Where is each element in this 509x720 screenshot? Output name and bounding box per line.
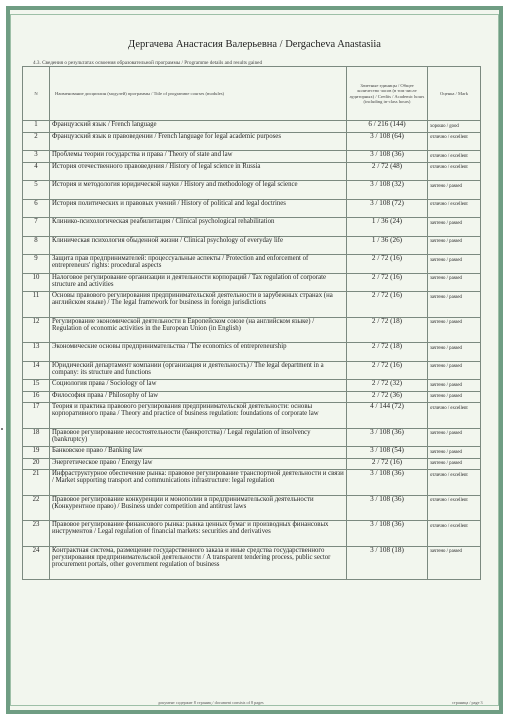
row-title: История отечественного правоведения / History of legal science in Russia [50,162,347,181]
row-credits: 6 / 216 (144) [347,121,428,133]
row-credits: 1 / 36 (24) [347,218,428,237]
row-credits: 2 / 72 (16) [347,361,428,380]
row-num: 24 [23,546,50,580]
row-mark: отлично / excellent [428,495,481,521]
row-num: 4 [23,162,50,181]
table-row [23,218,481,237]
row-title: Философия права / Philosophy of law [50,391,347,403]
row-title: Основы правового регулирования предпринимательской деятельности в зарубежных странах (на английском языке) / The legal framework for business in foreign jurisdictions [50,292,347,318]
row-credits: 2 / 72 (32) [347,380,428,392]
row-title: Клиническая психология обыденной жизни / Clinical psychology of everyday life [50,236,347,255]
row-mark: зачтено / passed [428,317,481,343]
section-title: 4.3. Сведения о результатах освоения образовательной программы / Programme details and results gained [33,60,263,66]
row-mark: зачтено / passed [428,428,481,447]
table-row [23,151,481,163]
table-header-row [23,67,481,121]
row-credits: 2 / 72 (16) [347,255,428,274]
row-title: Правовое регулирование финансового рынка: рынка ценных бумаг и производных финансовых инструментов / Legal regulation of financial markets: securities and derivatives [50,521,347,547]
table-row [23,343,481,362]
row-num: 17 [23,403,50,429]
row-mark: зачтено / passed [428,218,481,237]
table-row [23,292,481,318]
row-credits: 3 / 108 (64) [347,132,428,151]
row-num: 5 [23,181,50,200]
table-row [23,361,481,380]
row-mark: зачтено / passed [428,391,481,403]
row-title: История и методология юридической науки / History and methodology of legal science [50,181,347,200]
row-credits: 2 / 72 (16) [347,273,428,292]
row-num: 12 [23,317,50,343]
table-row [23,470,481,496]
table-row [23,521,481,547]
row-credits: 3 / 108 (36) [347,470,428,496]
row-credits: 4 / 144 (72) [347,403,428,429]
grades-table [22,66,481,580]
row-title: Правовое регулирование несостоятельности (банкротства) / Legal regulation of insolvency (bankruptcy) [50,428,347,447]
row-title: Клинико-психологическая реабилитация / Clinical psychological rehabilitation [50,218,347,237]
row-mark: зачтено / passed [428,361,481,380]
row-title: Защита прав предпринимателей: процессуальные аспекты / Protection and enforcement of entrepreneurs' rights: procedural aspects [50,255,347,274]
table-row [23,273,481,292]
row-mark: отлично / excellent [428,470,481,496]
row-credits: 3 / 108 (36) [347,495,428,521]
student-name: Дергачева Анастасия Валерьевна / Dergacheva Anastasiia [128,39,381,50]
table-row [23,428,481,447]
row-credits: 3 / 108 (18) [347,546,428,580]
row-num: 22 [23,495,50,521]
row-credits: 2 / 72 (18) [347,317,428,343]
table-row [23,162,481,181]
table-row [23,458,481,470]
row-mark: зачтено / passed [428,458,481,470]
row-mark: зачтено / passed [428,447,481,459]
row-title: Проблемы теории государства и права / Theory of state and law [50,151,347,163]
row-credits: 3 / 108 (36) [347,428,428,447]
row-mark: зачтено / passed [428,255,481,274]
row-num: 7 [23,218,50,237]
row-title: Правовое регулирование конкуренции и монополии в предпринимательской деятельности (Конкурентное право) / Business under competition and antitrust laws [50,495,347,521]
row-credits: 1 / 36 (26) [347,236,428,255]
row-title: Инфраструктурное обеспечение рынка: правовое регулирование транспортной деятельности и связи / Market supporting transport and communications infrastructure: legal regulation [50,470,347,496]
row-mark: зачтено / passed [428,546,481,580]
header-credits: Зачетные единицы / Общее количество часов (в том числе аудиторных) / Credits / Academic hours (including in-class hours) [347,67,428,121]
table-row [23,403,481,429]
scan-mark [1,428,3,430]
row-num: 16 [23,391,50,403]
row-num: 1 [23,121,50,133]
row-num: 8 [23,236,50,255]
table-row [23,391,481,403]
row-credits: 2 / 72 (36) [347,391,428,403]
row-mark: отлично / excellent [428,151,481,163]
row-mark: отлично / excellent [428,199,481,218]
header-mark: Оценка / Mark [428,67,481,121]
grades-body [23,121,481,580]
row-mark: отлично / excellent [428,521,481,547]
row-mark: отлично / excellent [428,132,481,151]
table-row [23,317,481,343]
row-title: Французский язык / French language [50,121,347,133]
footer-page-count: документ содержит 8 страниц / document consists of 8 pages [158,700,264,705]
row-mark: зачтено / passed [428,273,481,292]
row-title: Банковское право / Banking law [50,447,347,459]
row-num: 23 [23,521,50,547]
row-title: Теория и практика правового регулирования предпринимательской деятельности: основы корпоративного права / Theory and practice of business regulation: foundations of corporate law [50,403,347,429]
row-credits: 2 / 72 (16) [347,458,428,470]
row-credits: 3 / 108 (36) [347,151,428,163]
row-num: 11 [23,292,50,318]
header-title: Наименование дисциплин (модулей) программы / Title of programme courses (modules) [50,67,347,121]
row-mark: зачтено / passed [428,292,481,318]
row-num: 20 [23,458,50,470]
row-num: 19 [23,447,50,459]
row-num: 13 [23,343,50,362]
header-num: N [23,67,50,121]
row-num: 15 [23,380,50,392]
row-mark: отлично / excellent [428,162,481,181]
table-row [23,447,481,459]
row-title: Регулирование экономической деятельности в Европейском союзе (на английском языке) / Regulation of economic activities in the European Union (in English) [50,317,347,343]
table-row [23,495,481,521]
table-row [23,132,481,151]
row-title: Социология права / Sociology of law [50,380,347,392]
row-credits: 3 / 108 (32) [347,181,428,200]
row-title: Французский язык в правоведении / French language for legal academic purposes [50,132,347,151]
table-row [23,199,481,218]
row-num: 3 [23,151,50,163]
table-row [23,236,481,255]
table-row [23,181,481,200]
row-title: Контрактная система, размещение государственного заказа и иные средства государственного регулирования предпринимательской деятельности / A transparent tendering process, public sector procurement portals, other government regulation of business [50,546,347,580]
row-title: Экономические основы предпринимательства / The economics of entrepreneurship [50,343,347,362]
footer-page-number: страница / page 3 [452,700,483,705]
row-num: 9 [23,255,50,274]
row-credits: 3 / 108 (54) [347,447,428,459]
row-num: 10 [23,273,50,292]
row-mark: зачтено / passed [428,380,481,392]
table-row [23,255,481,274]
table-row [23,546,481,580]
row-credits: 2 / 72 (48) [347,162,428,181]
row-num: 21 [23,470,50,496]
row-credits: 3 / 108 (36) [347,521,428,547]
row-title: История политических и правовых учений / History of political and legal doctrines [50,199,347,218]
row-mark: зачтено / passed [428,343,481,362]
row-title: Энергетическое право / Energy law [50,458,347,470]
row-num: 6 [23,199,50,218]
row-credits: 3 / 108 (72) [347,199,428,218]
row-mark: зачтено / passed [428,181,481,200]
table-row [23,380,481,392]
row-mark: хорошо / good [428,121,481,133]
row-num: 14 [23,361,50,380]
row-credits: 2 / 72 (18) [347,343,428,362]
row-title: Налоговое регулирование организации и деятельности корпораций / Tax regulation of corporate structure and activities [50,273,347,292]
row-mark: отлично / excellent [428,403,481,429]
row-num: 2 [23,132,50,151]
row-mark: зачтено / passed [428,236,481,255]
row-num: 18 [23,428,50,447]
table-row [23,121,481,133]
row-title: Юридический департамент компании (организация и деятельность) / The legal department in a company: its structure and functions [50,361,347,380]
row-credits: 2 / 72 (16) [347,292,428,318]
